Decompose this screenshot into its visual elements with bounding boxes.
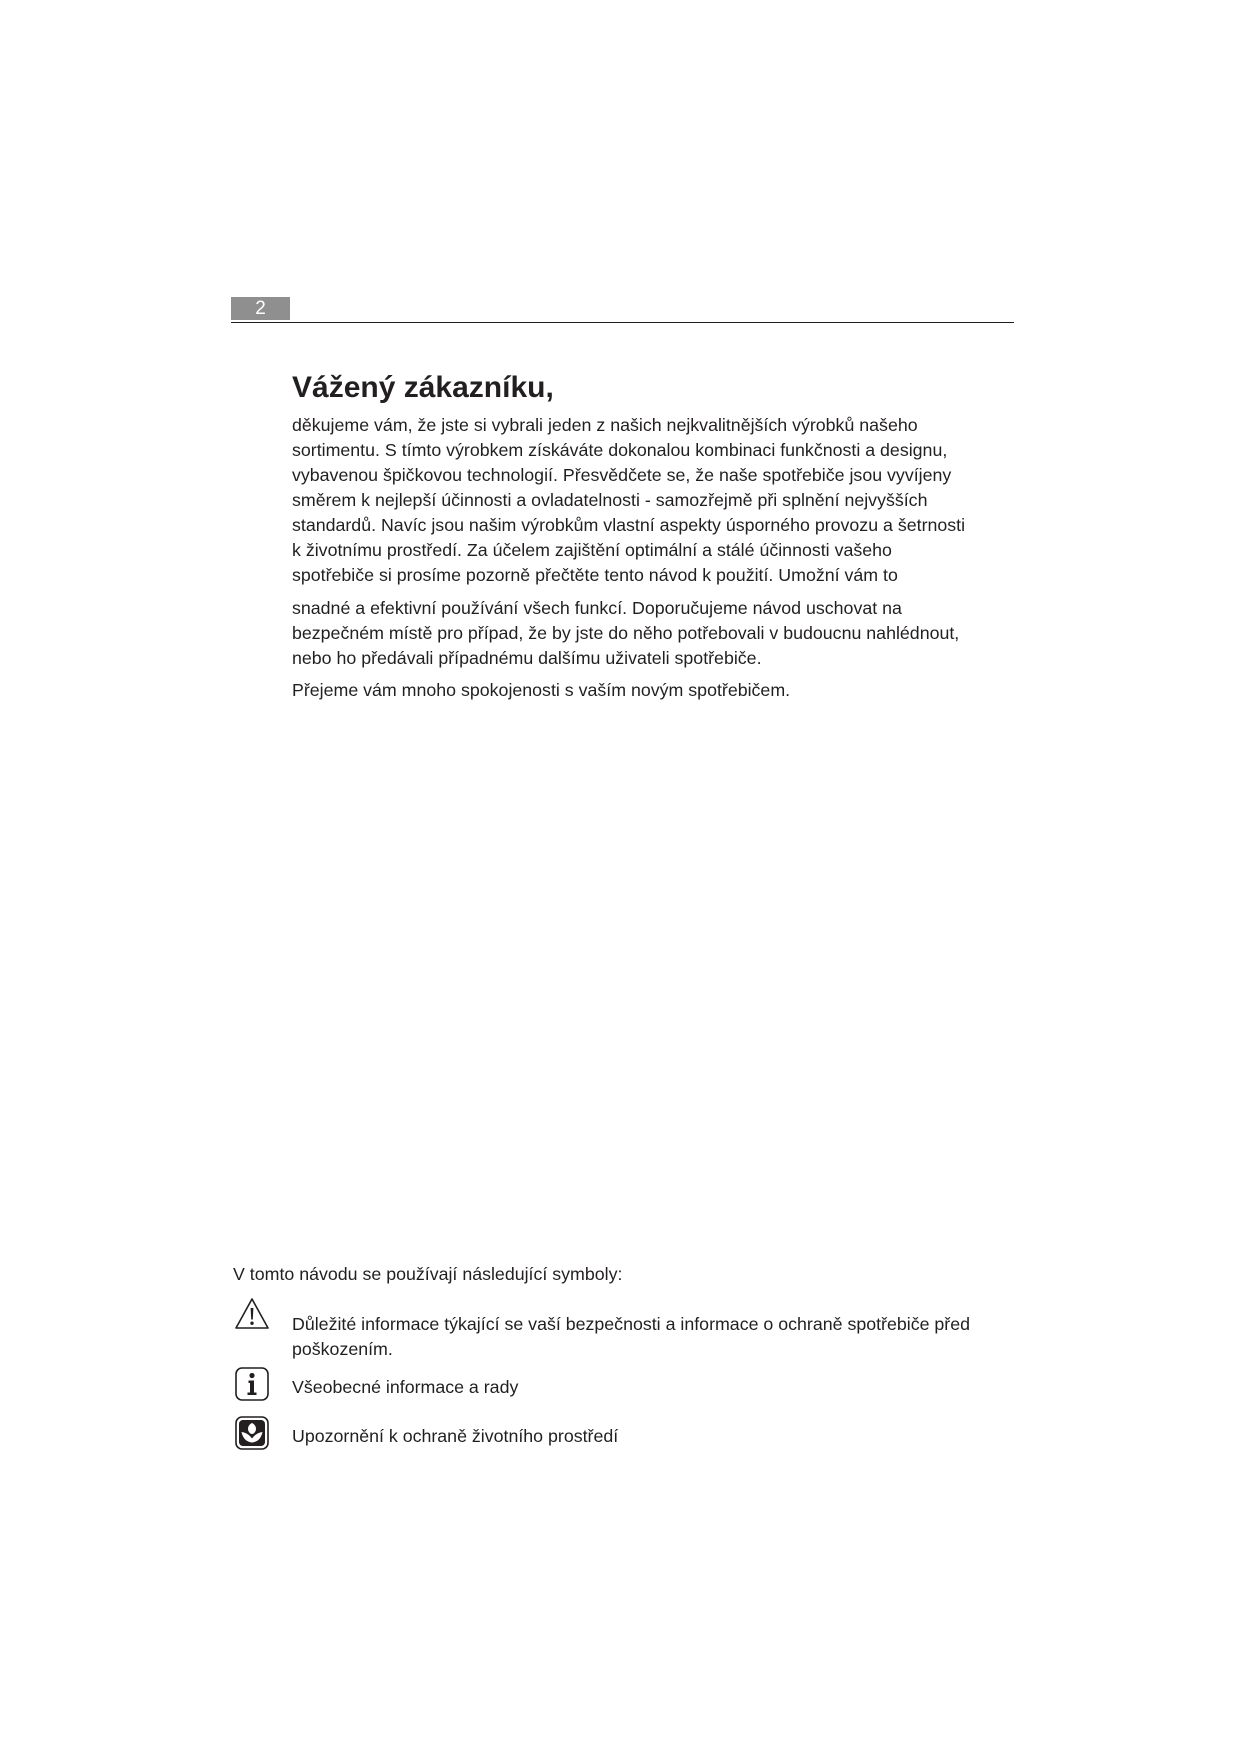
intro-paragraph-2: snadné a efektivní používání všech funkcí. Doporučujeme návod uschovat na bezpečném místě pro případ, že by jste do něho potřebovali v budoucnu nahlédnout, nebo ho předávali případnému dalšímu uživateli spotřebiče. (292, 598, 960, 668)
page-title: Vážený zákazníku, (292, 371, 554, 404)
closing-sentence: Přejeme vám mnoho spokojenosti s vaším novým spotřebičem. (292, 680, 791, 700)
warning-triangle-icon (234, 1296, 270, 1332)
info-icon (234, 1366, 270, 1402)
environment-icon (234, 1415, 270, 1451)
legend-text-environment: Upozornění k ochraně životního prostředí (292, 1426, 619, 1446)
header-rule (231, 322, 1014, 323)
legend-text-safety: Důležité informace týkající se vaší bezpečnosti a informace o ochraně spotřebiče před poškozením. (292, 1314, 971, 1359)
legend-text-info: Všeobecné informace a rady (292, 1377, 519, 1397)
intro-paragraph-1: děkujeme vám, že jste si vybrali jeden z našich nejkvalitnějších výrobků našeho sortimentu. S tímto výrobkem získáváte dokonalou kombinaci funkčnosti a designu, vybavenou špičkovou technologií. Přesvědčete se, že naše spotřebiče jsou vyvíjeny směrem k nejlepší účinnosti a ovladatelnosti - samozřejmě při splnění nejvyšších standardů. Navíc jsou našim výrobkům vlastní aspekty úsporného provozu a šetrnosti k životnímu prostředí. Za účelem zajištění optimální a stálé účinnosti vašeho spotřebiče si prosíme pozorně přečtěte tento návod k použití. Umožní vám to (292, 415, 966, 585)
symbols-intro: V tomto návodu se používají následující symboly: (233, 1264, 623, 1284)
page-number: 2 (231, 297, 290, 320)
